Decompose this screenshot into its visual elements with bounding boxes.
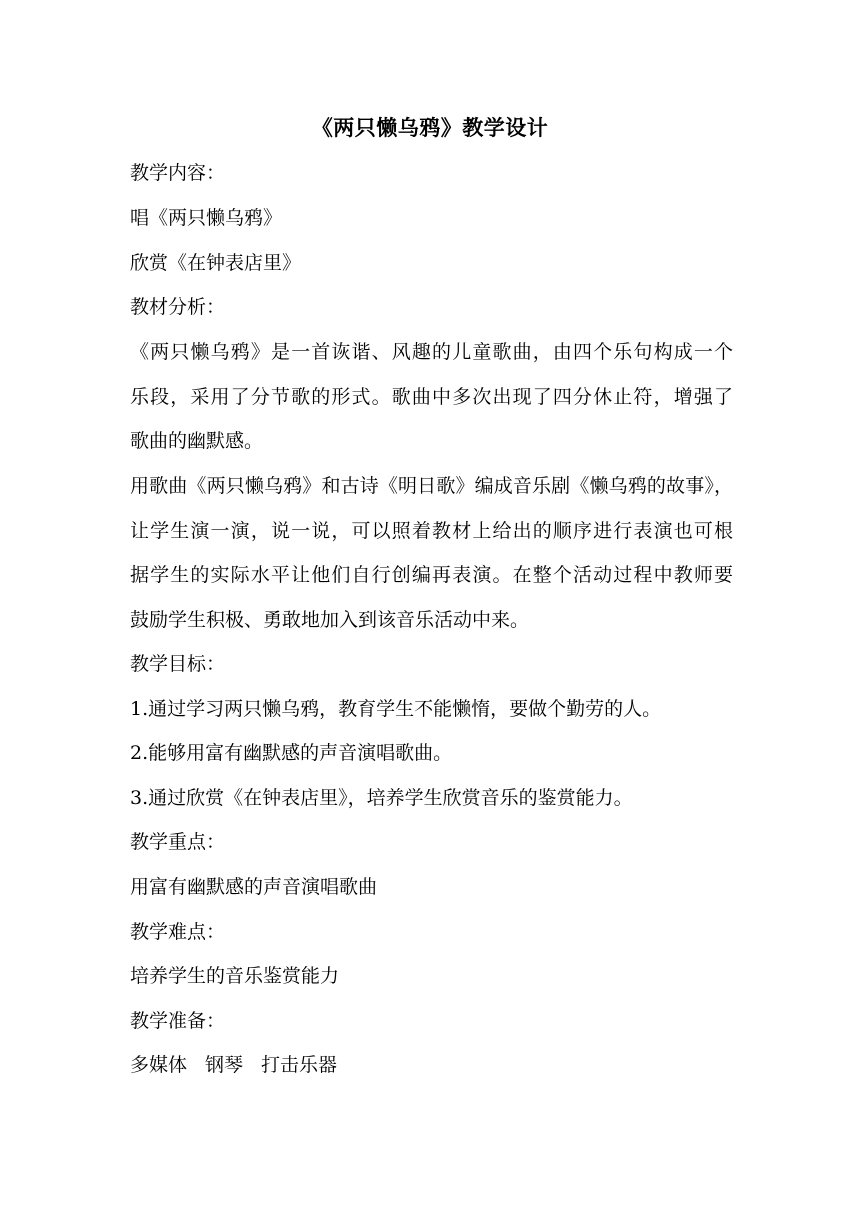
heading-key-point: 教学重点： bbox=[130, 831, 226, 853]
goal-item-3: 3.通过欣赏《在钟表店里》，培养学生欣赏音乐的鉴赏能力。 bbox=[130, 787, 633, 809]
prep-item-multimedia: 多媒体 bbox=[130, 1054, 188, 1076]
paragraph-line: 乐段，采用了分节歌的形式。歌曲中多次出现了四分休止符，增强了 bbox=[130, 385, 733, 408]
heading-teaching-content: 教学内容： bbox=[130, 162, 226, 184]
heading-teaching-goals: 教学目标： bbox=[130, 653, 226, 675]
heading-difficulty: 教学难点： bbox=[130, 921, 226, 943]
content-item-appreciate: 欣赏《在钟表店里》 bbox=[130, 252, 302, 274]
goal-item-1: 1.通过学习两只懒乌鸦，教育学生不能懒惰，要做个勤劳的人。 bbox=[130, 698, 662, 720]
page-title: 《两只懒乌鸦》教学设计 bbox=[311, 115, 549, 140]
preparation-list bbox=[130, 1049, 337, 1081]
content-item-sing: 唱《两只懒乌鸦》 bbox=[130, 207, 283, 229]
paragraph-line: 让学生演一演，说一说，可以照着教材上给出的顺序进行表演也可根 bbox=[130, 519, 733, 542]
paragraph-line: 《两只懒乌鸦》是一首诙谐、风趣的儿童歌曲，由四个乐句构成一个 bbox=[130, 341, 733, 363]
analysis-paragraph-2 bbox=[130, 464, 733, 642]
analysis-paragraph-1 bbox=[130, 330, 733, 464]
prep-item-piano: 钢琴 bbox=[205, 1054, 244, 1076]
paragraph-line: 据学生的实际水平让他们自行创编再表演。在整个活动过程中教师要 bbox=[130, 564, 733, 586]
key-point-text: 用富有幽默感的声音演唱歌曲 bbox=[130, 876, 378, 898]
goal-item-2: 2.能够用富有幽默感的声音演唱歌曲。 bbox=[130, 742, 453, 764]
paragraph-line: 歌曲的幽默感。 bbox=[130, 430, 264, 452]
paragraph-line: 用歌曲《两只懒乌鸦》和古诗《明日歌》编成音乐剧《懒乌鸦的故事》， bbox=[130, 475, 733, 497]
difficulty-text: 培养学生的音乐鉴赏能力 bbox=[130, 965, 340, 987]
prep-item-percussion: 打击乐器 bbox=[261, 1054, 338, 1076]
paragraph-line: 鼓励学生积极、勇敢地加入到该音乐活动中来。 bbox=[130, 608, 530, 631]
heading-preparation: 教学准备： bbox=[130, 1010, 226, 1032]
heading-material-analysis: 教材分析： bbox=[130, 296, 226, 318]
